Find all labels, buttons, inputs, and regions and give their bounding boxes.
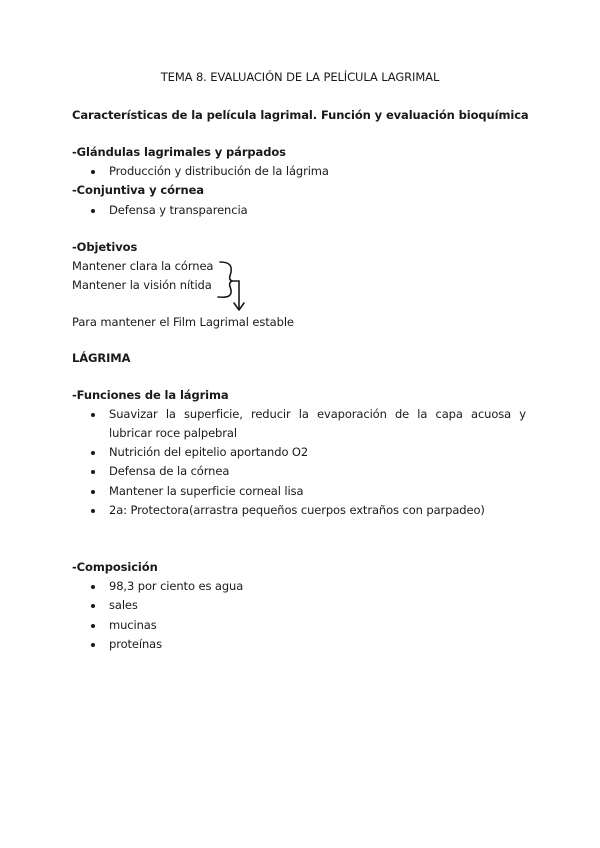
objective-line: Mantener clara la córnea (72, 259, 214, 273)
list-item: sales (109, 598, 138, 612)
bullet-icon (91, 643, 95, 647)
bullet-icon (91, 604, 95, 608)
section-heading-funciones: -Funciones de la lágrima (72, 388, 229, 402)
list-item: Defensa y transparencia (109, 203, 248, 217)
list-item: Defensa de la córnea (109, 464, 230, 478)
objectives-conclusion: Para mantener el Film Lagrimal estable (72, 315, 294, 329)
bullet-icon (91, 470, 95, 474)
list-item: mucinas (109, 618, 157, 632)
section-heading-composicion: -Composición (72, 560, 158, 574)
section-heading-objetivos: -Objetivos (72, 240, 138, 254)
list-item-continuation: lubricar roce palpebral (109, 426, 237, 440)
section-heading-conjuntiva: -Conjuntiva y córnea (72, 183, 204, 197)
list-item: 2a: Protectora(arrastra pequeños cuerpos extraños con parpadeo) (109, 503, 485, 517)
bullet-icon (91, 585, 95, 589)
list-item: proteínas (109, 637, 163, 651)
bullet-icon (91, 509, 95, 513)
bullet-icon (91, 413, 95, 417)
objective-line: Mantener la visión nítida (72, 278, 212, 292)
bullet-icon (91, 451, 95, 455)
section-heading-glandulas: -Glándulas lagrimales y párpados (72, 145, 286, 159)
bullet-icon (91, 490, 95, 494)
list-item: Producción y distribución de la lágrima (109, 164, 329, 178)
page-title: TEMA 8. EVALUACIÓN DE LA PELÍCULA LAGRIMAL (160, 70, 440, 84)
subtitle: Características de la película lagrimal. Función y evaluación bioquímica (72, 108, 529, 122)
list-item: 98,3 por ciento es agua (109, 579, 244, 593)
list-item: Nutrición del epitelio aportando O2 (109, 445, 309, 459)
bullet-icon (91, 624, 95, 628)
section-heading-lagrima: LÁGRIMA (72, 351, 131, 365)
list-item: Suavizar la superficie, reducir la evaporación de la capa acuosa y (109, 407, 526, 421)
list-item: Mantener la superficie corneal lisa (109, 484, 304, 498)
